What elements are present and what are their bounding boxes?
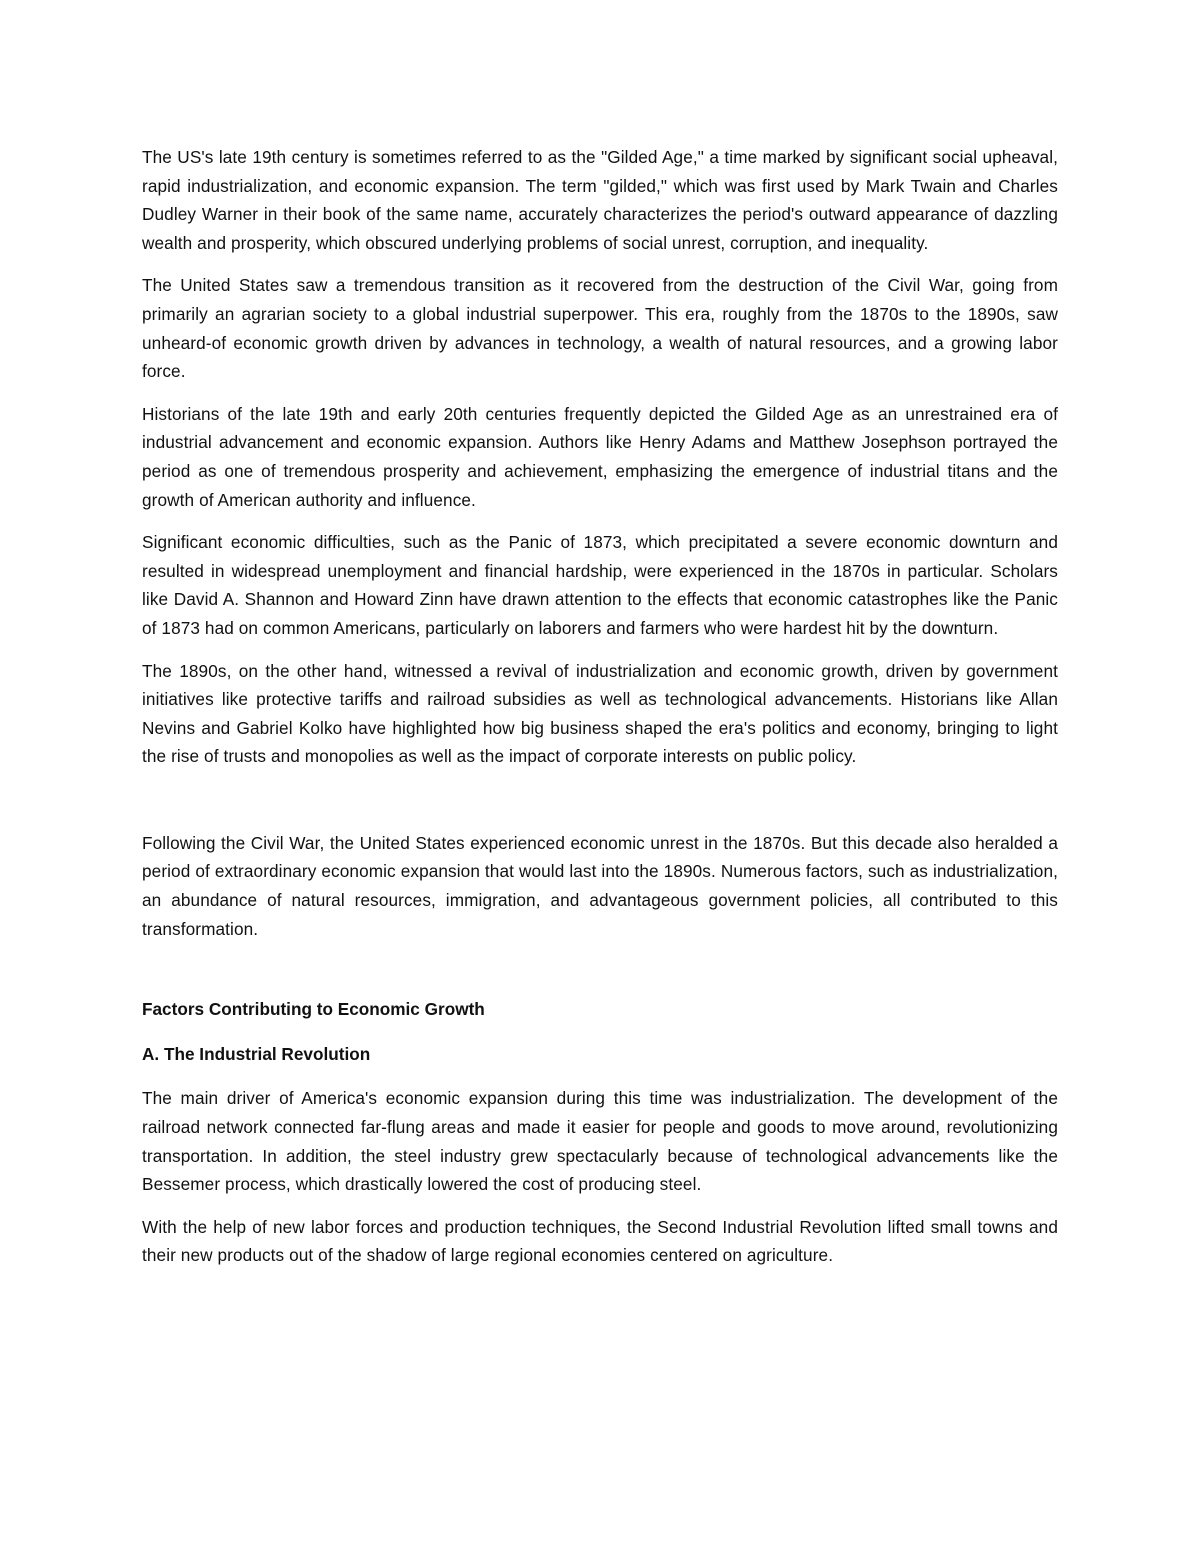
subsection-heading: A. The Industrial Revolution: [142, 1043, 371, 1064]
paragraph-economic-difficulties: Significant economic difficulties, such as the Panic of 1873, which precipitated a severe economic downturn and resulted in widespread unemployment and financial hardship, were experienced in the 1870s in particular. Scholars like David A. Shannon and Howard Zinn have drawn attention to the effects that economic catastrophes like the Panic of 1873 had on common Americans, particularly on laborers and farmers who were hardest hit by the downturn.: [142, 532, 1058, 638]
section-heading: Factors Contributing to Economic Growth: [142, 999, 485, 1020]
document-page: [142, 143, 1058, 1284]
spacer: [142, 785, 1058, 829]
paragraph-post-civil-war: Following the Civil War, the United States experienced economic unrest in the 1870s. But this decade also heralded a period of extraordinary economic expansion that would last into the 1890s. Numerous factors, such as industrialization, an abundance of natural resources, immigration, and advantageous government policies, all contributed to this transformation.: [142, 832, 1058, 939]
paragraph-transition-superpower: The United States saw a tremendous transition as it recovered from the destruction of the Civil War, going from primarily an agrarian society to a global industrial superpower. This era, roughly from the 1870s to the 1890s, saw unheard-of economic growth driven by advances in technology, a wealth of natural resources, and a growing labor force.: [142, 275, 1058, 382]
spacer: [142, 957, 1058, 995]
paragraph-historians-depiction: Historians of the late 19th and early 20th centuries frequently depicted the Gilded Age as an unrestrained era of industrial advancement and economic expansion. Authors like Henry Adams and Matthew Josephson portrayed the period as one of tremendous prosperity and achievement, emphasizing the emergence of industrial titans and the growth of American authority and influence.: [142, 403, 1058, 510]
paragraph-second-industrial-revolution: With the help of new labor forces and production techniques, the Second Industrial Revolution lifted small towns and their new products out of the shadow of large regional economies centered on agriculture.: [142, 1216, 1058, 1266]
paragraph-gilded-age-intro: The US's late 19th century is sometimes referred to as the "Gilded Age," a time marked by significant social upheaval, rapid industrialization, and economic expansion. The term "gilded," which was first used by Mark Twain and Charles Dudley Warner in their book of the same name, accurately characterizes the period's outward appearance of dazzling wealth and prosperity, which obscured underlying problems of social unrest, corruption, and inequality.: [142, 147, 1058, 253]
paragraph-1890s-revival: The 1890s, on the other hand, witnessed a revival of industrialization and economic growth, driven by government initiatives like protective tariffs and railroad subsidies as well as technological advancements. Historians like Allan Nevins and Gabriel Kolko have highlighted how big business shaped the era's politics and economy, bringing to light the rise of trusts and monopolies as well as the impact of corporate interests on public policy.: [142, 660, 1058, 767]
paragraph-industrialization-driver: The main driver of America's economic expansion during this time was industrialization. The development of the railroad network connected far-flung areas and made it easier for people and goods to move around, revolutionizing transportation. In addition, the steel industry grew spectacularly because of technological advancements like the Bessemer process, which drastically lowered the cost of producing steel.: [142, 1088, 1058, 1195]
